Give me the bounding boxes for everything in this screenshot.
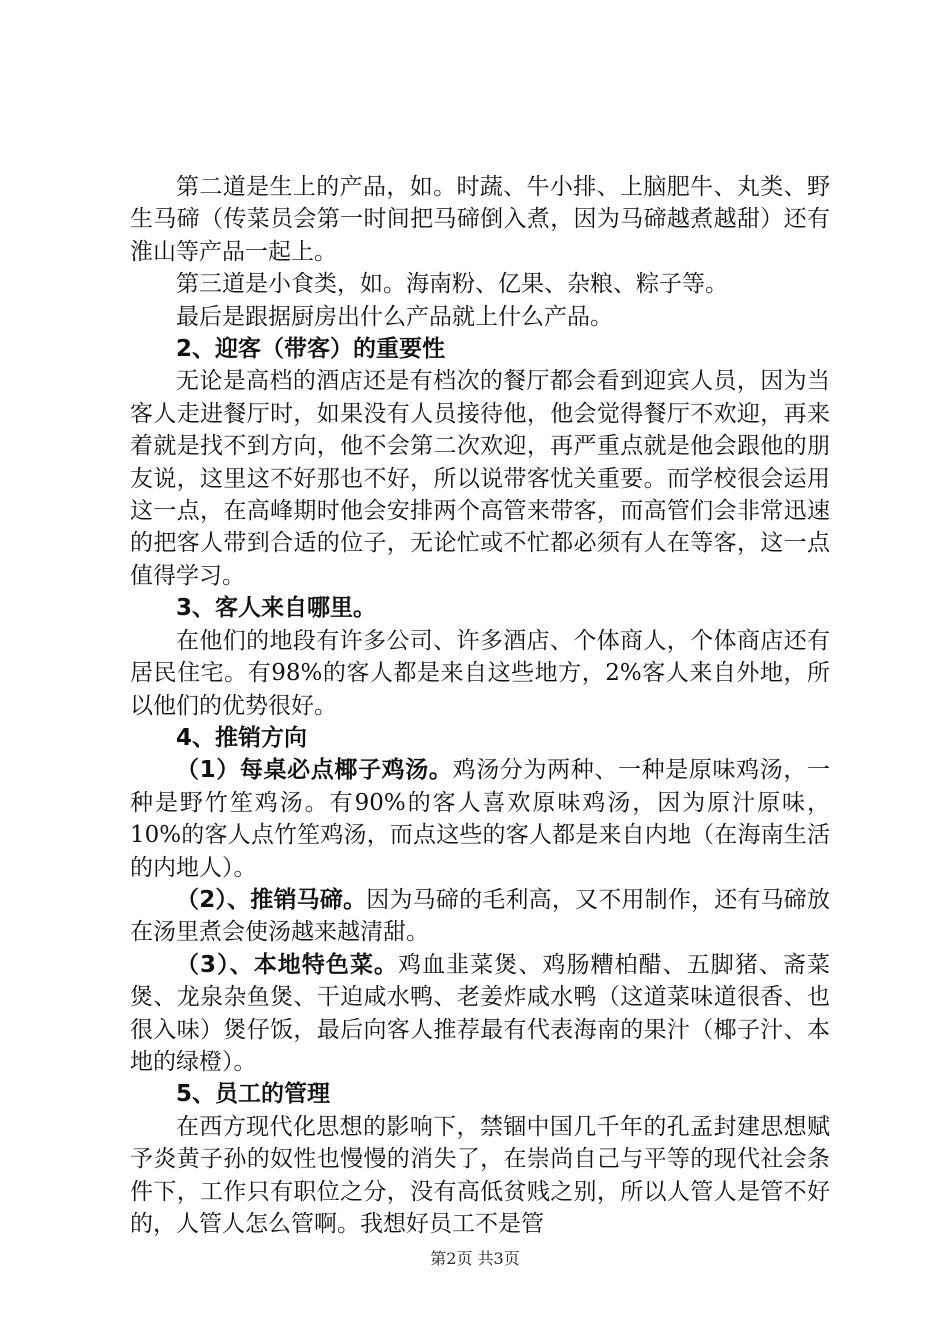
lead-coconut-chicken-soup: （1）每桌必点椰子鸡汤。	[176, 757, 453, 784]
page-footer: 第2页 共3页	[430, 1249, 520, 1268]
paragraph-staff-management: 在西方现代化思想的影响下，禁锢中国几千年的孔孟封建思想赋予炎黄子孙的奴性也慢慢的消失了，在崇尚自己与平等的现代社会条件下，工作只有职位之分，没有高低贫贱之别，所以人管人是管不好的，人管人怎么管啊。我想好员工不是管	[130, 1113, 830, 1237]
lead-local-specialties: （3）、本地特色菜。	[176, 951, 399, 978]
heading-staff-management: 5、员工的管理	[176, 1081, 331, 1108]
paragraph-guest-origin: 在他们的地段有许多公司、许多酒店、个体商人，个体商店还有居民住宅。有98%的客人都是来自这些地方，2%客人来自外地，所以他们的优势很好。	[130, 627, 830, 719]
heading-guest-origin: 3、客人来自哪里。	[176, 595, 377, 622]
lead-water-chestnut: （2）、推销马碲。	[176, 886, 367, 913]
body-coconut-chicken-soup: 鸡汤分为两种、一种是原味鸡汤，一种是野竹笙鸡汤。有90%的客人喜欢原味鸡汤，因为原汁原味，10%的客人点竹笙鸡汤，而点这些的客人都是来自内地（在海南生活的内地人）。	[130, 757, 830, 881]
paragraph-third-course: 第三道是小食类，如。海南粉、亿果、杂粮、粽子等。	[176, 271, 728, 298]
paragraph-water-chestnut	[130, 884, 830, 949]
paragraph-greeting-guests: 无论是高档的酒店还是有档次的餐厅都会看到迎宾人员，因为当客人走进餐厅时，如果没有人员接待他，他会觉得餐厅不欢迎，再来着就是找不到方向，他不会第二次欢迎，再严重点就是他会跟他的朋友说，这里这不好那也不好，所以说带客忧关重要。而学校很会运用这一点，在高峰期时他会安排两个高管来带客，而高管们会非常迅速的把客人带到合适的位子，无论忙或不忙都必须有人在等客，这一点值得学习。	[130, 368, 830, 589]
heading-sales-direction: 4、推销方向	[176, 724, 308, 751]
paragraph-last-course: 最后是跟据厨房出什么产品就上什么产品。	[176, 303, 613, 330]
paragraph-local-specialties	[130, 949, 830, 1079]
body-water-chestnut: 因为马碲的毛利高，又不用制作，还有马碲放在汤里煮会使汤越来越清甜。	[130, 886, 831, 946]
document-body	[130, 171, 830, 1240]
body-local-specialties: 鸡血韭菜煲、鸡肠糟柏醋、五脚猪、斋菜煲、龙泉杂鱼煲、干迫咸水鸭、老姜炸咸水鸭（这道菜味道很香、也很入味）煲仔饭，最后向客人推荐最有代表海南的果汁（椰子汁、本地的绿橙）。	[130, 951, 830, 1075]
heading-greeting-guests: 2、迎客（带客）的重要性	[176, 336, 446, 363]
paragraph-coconut-chicken-soup	[130, 754, 830, 884]
paragraph-second-course: 第二道是生上的产品，如。时蔬、牛小排、上脑肥牛、丸类、野生马碲（传菜员会第一时间把马碲倒入煮，因为马碲越煮越甜）还有淮山等产品一起上。	[130, 174, 830, 265]
